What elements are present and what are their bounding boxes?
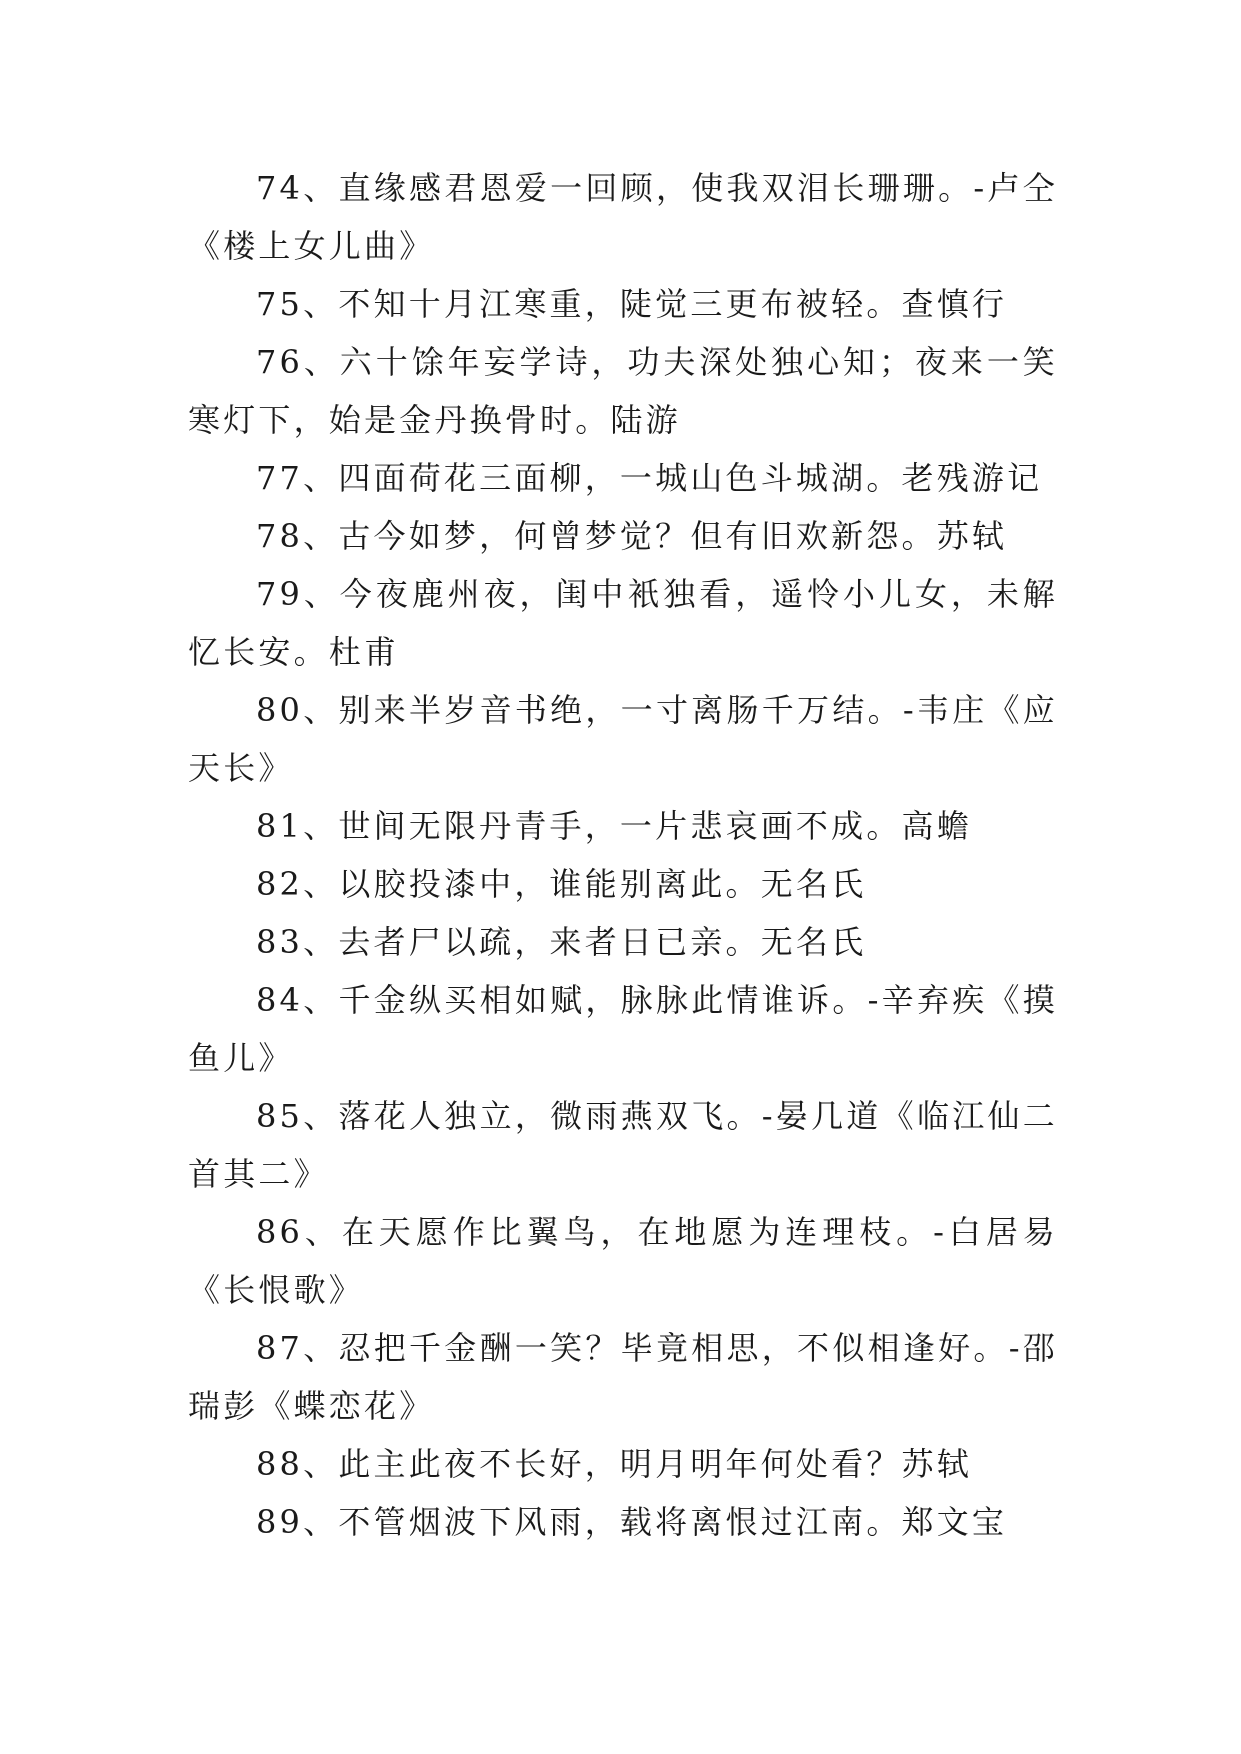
poem-entry-75: 75、不知十月江寒重，陡觉三更布被轻。查慎行 [256,285,1008,323]
poem-entry-88: 88、此主此夜不长好，明月明年何处看？苏轼 [256,1445,972,1483]
poem-entry-84: 84、千金纵买相如赋，脉脉此情谁诉。-辛弃疾《摸鱼儿》 [188,981,1058,1077]
poem-entry-77: 77、四面荷花三面柳，一城山色斗城湖。老残游记 [256,459,1043,497]
document-body [188,159,1058,1551]
poem-entry-82: 82、以胶投漆中，谁能别离此。无名氏 [256,865,867,903]
poem-entry-74: 74、直缘感君恩爱一回顾，使我双泪长珊珊。-卢仝《楼上女儿曲》 [188,169,1058,265]
poem-entry-78: 78、古今如梦，何曾梦觉？但有旧欢新怨。苏轼 [256,517,1008,555]
poem-entry-86: 86、在天愿作比翼鸟，在地愿为连理枝。-白居易《长恨歌》 [188,1213,1058,1309]
poem-entry-83: 83、去者尸以疏，来者日已亲。无名氏 [256,923,867,961]
poem-entry-89: 89、不管烟波下风雨，载将离恨过江南。郑文宝 [256,1503,1008,1541]
poem-entry-76: 76、六十馀年妄学诗，功夫深处独心知；夜来一笑寒灯下，始是金丹换骨时。陆游 [188,343,1058,439]
poem-entry-87: 87、忍把千金酬一笑？毕竟相思，不似相逢好。-邵瑞彭《蝶恋花》 [188,1329,1058,1425]
poem-entry-85: 85、落花人独立，微雨燕双飞。-晏几道《临江仙二首其二》 [188,1097,1058,1193]
poem-entry-80: 80、别来半岁音书绝，一寸离肠千万结。-韦庄《应天长》 [188,691,1058,787]
poem-entry-79: 79、今夜鹿州夜，闺中衹独看，遥怜小儿女，未解忆长安。杜甫 [188,575,1058,671]
poem-entry-81: 81、世间无限丹青手，一片悲哀画不成。高蟾 [256,807,972,845]
